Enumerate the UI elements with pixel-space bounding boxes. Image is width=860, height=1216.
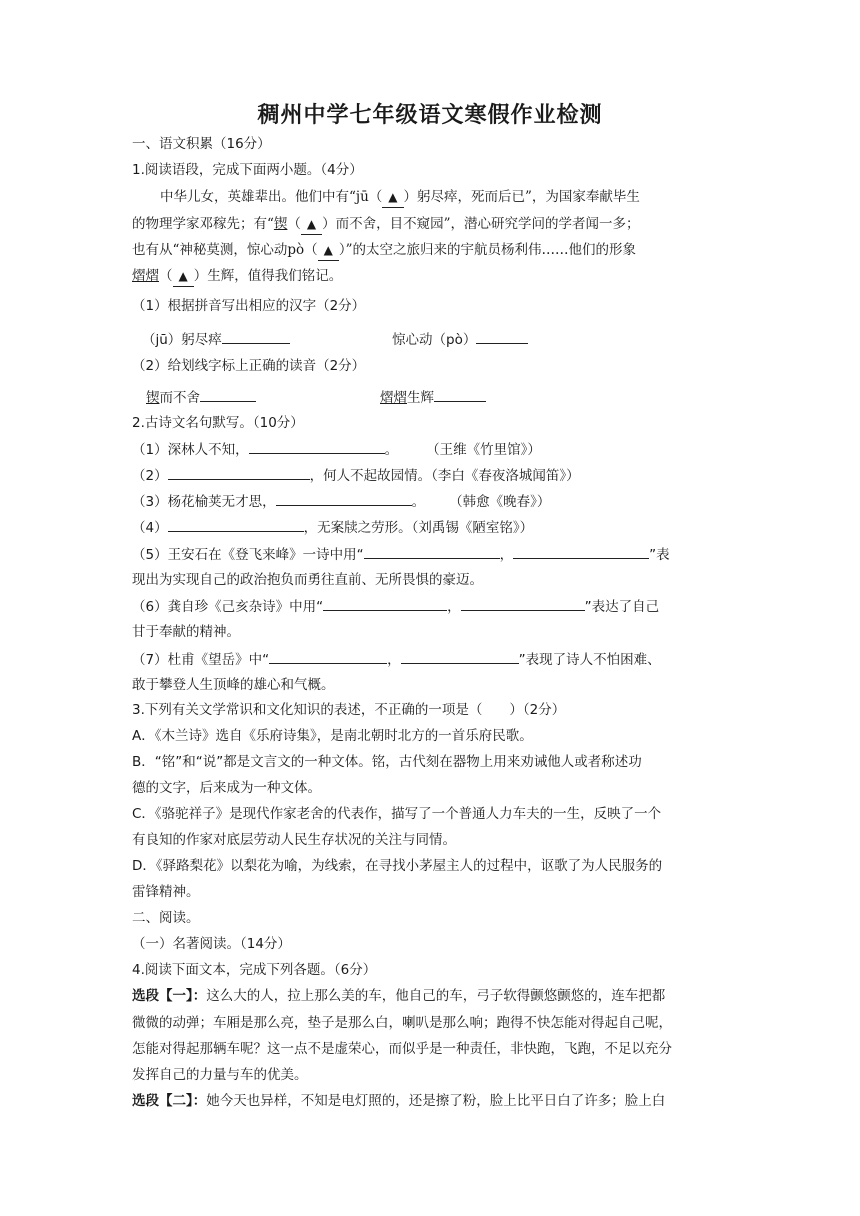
answer-blank[interactable]	[364, 544, 500, 559]
triangle-icon: ▲	[388, 190, 398, 204]
fill-row-2: 惊心动（pò）	[392, 329, 528, 350]
fill-row-4: 熠熠生辉	[380, 387, 486, 408]
passage-line-4: 熠熠（ ▲ ）生辉，值得我们铭记。	[132, 266, 342, 287]
fill-row-1: （jū）躬尽瘁	[142, 329, 290, 350]
recitation-item-2: （2） ，何人不起故园情。（李白《春夜洛城闻笛》）	[132, 465, 580, 486]
recitation-item-5: （5）王安石在《登飞来峰》一诗中用“ ， ”表	[132, 544, 670, 565]
excerpt-label: 选段【二】：	[132, 1093, 207, 1109]
option-b: B．“铭”和“说”都是文言文的一种文体。铭，古代刻在器物上用来劝诫他人或者称述功	[132, 754, 642, 770]
answer-blank[interactable]	[301, 214, 322, 235]
option-c-cont: 有良知的作家对底层劳动人民生存状况的关注与同情。	[132, 832, 456, 848]
answer-blank[interactable]	[222, 329, 290, 344]
sub-question-1: （1）根据拼音写出相应的汉字（2分）	[132, 298, 366, 314]
answer-blank[interactable]	[276, 491, 412, 506]
excerpt-label: 选段【一】：	[132, 988, 207, 1004]
recitation-item-5-cont: 现出为实现自己的政治抱负而勇往直前、无所畏惧的豪迈。	[132, 572, 483, 588]
answer-blank[interactable]	[168, 517, 304, 532]
answer-blank[interactable]	[401, 649, 519, 664]
recitation-item-6-cont: 甘于奉献的精神。	[132, 624, 240, 640]
triangle-icon: ▲	[178, 269, 188, 283]
passage-line-1: 中华儿女，英雄辈出。他们中有“jū（ ▲ ）躬尽瘁，死而后已”，为国家奉献毕生	[160, 187, 640, 208]
recitation-item-3: （3）杨花榆荚无才思， 。 （韩愈《晚春》）	[132, 491, 550, 512]
excerpt-2-line-1: 选段【二】：她今天也异样，不知是电灯照的，还是擦了粉，脸上比平日白了许多；脸上白	[132, 1093, 666, 1109]
answer-blank[interactable]	[513, 544, 649, 559]
answer-blank[interactable]	[200, 387, 256, 402]
answer-blank[interactable]	[434, 387, 486, 402]
answer-blank[interactable]	[168, 465, 310, 480]
answer-blank[interactable]	[476, 329, 528, 344]
answer-blank[interactable]	[382, 187, 403, 208]
sub-question-2: （2）给划线字标上正确的读音（2分）	[132, 358, 366, 374]
subsection-heading: （一）名著阅读。（14分）	[132, 936, 291, 952]
question-1-stem: 1.阅读语段，完成下面两小题。（4分）	[132, 162, 363, 178]
recitation-item-4: （4） ，无案牍之劳形。（刘禹锡《陋室铭》）	[132, 517, 533, 538]
answer-blank[interactable]	[249, 439, 385, 454]
passage-line-3: 也有从“神秘莫测，惊心动pò（ ▲ ）”的太空之旅归来的宇航员杨利伟……他们的形象	[132, 240, 636, 261]
triangle-icon: ▲	[306, 217, 317, 231]
answer-blank[interactable]	[461, 596, 585, 611]
fill-row-3: 锲而不舍	[146, 387, 256, 408]
answer-blank[interactable]	[318, 240, 339, 261]
answer-blank[interactable]	[173, 266, 194, 287]
recitation-item-6: （6）龚自珍《己亥杂诗》中用“ ， ”表达了自己	[132, 596, 659, 617]
option-d: D．《驿路梨花》以梨花为喻，为线索，在寻找小茅屋主人的过程中，讴歌了为人民服务的	[132, 858, 663, 874]
question-4-stem: 4.阅读下面文本，完成下列各题。（6分）	[132, 962, 377, 978]
recitation-item-7-cont: 敢于攀登人生顶峰的雄心和气概。	[132, 677, 335, 693]
option-a: A．《木兰诗》选自《乐府诗集》，是南北朝时北方的一首乐府民歌。	[132, 728, 533, 744]
triangle-icon: ▲	[323, 243, 333, 257]
excerpt-1-line-2: 微微的动弹；车厢是那么亮，垫子是那么白，喇叭是那么响；跑得不快怎能对得起自己呢，	[132, 1015, 672, 1031]
option-b-cont: 德的文字，后来成为一种文体。	[132, 780, 321, 796]
section-heading-1: 一、语文积累（16分）	[132, 136, 271, 152]
answer-blank[interactable]	[269, 649, 387, 664]
excerpt-1-line-3: 怎能对得起那辆车呢？这一点不是虚荣心，而似乎是一种责任，非快跑，飞跑，不足以充分	[132, 1041, 672, 1057]
option-d-cont: 雷锋精神。	[132, 884, 200, 900]
question-2-stem: 2.古诗文名句默写。（10分）	[132, 415, 304, 431]
section-heading-2: 二、阅读。	[132, 910, 200, 926]
excerpt-1-line-4: 发挥自己的力量与车的优美。	[132, 1067, 308, 1083]
option-c: C．《骆驼祥子》是现代作家老舍的代表作，描写了一个普通人力车夫的一生，反映了一个	[132, 806, 662, 822]
recitation-item-1: （1）深林人不知， 。 （王维《竹里馆》）	[132, 439, 541, 460]
excerpt-1-line-1: 选段【一】：这么大的人，拉上那么美的车，他自己的车，弓子软得颤悠颤悠的，连车把都	[132, 988, 666, 1004]
recitation-item-7: （7）杜甫《望岳》中“ ， ”表现了诗人不怕困难、	[132, 649, 661, 670]
answer-blank[interactable]	[323, 596, 447, 611]
passage-line-2: 的物理学家邓稼先；有“锲（ ▲ ）而不舍，目不窥园”，潜心研究学问的学者闻一多；	[132, 214, 640, 235]
question-3-stem: 3.下列有关文学常识和文化知识的表述，不正确的一项是（ ）（2分）	[132, 702, 566, 718]
page-title: 稠州中学七年级语文寒假作业检测	[257, 103, 603, 128]
